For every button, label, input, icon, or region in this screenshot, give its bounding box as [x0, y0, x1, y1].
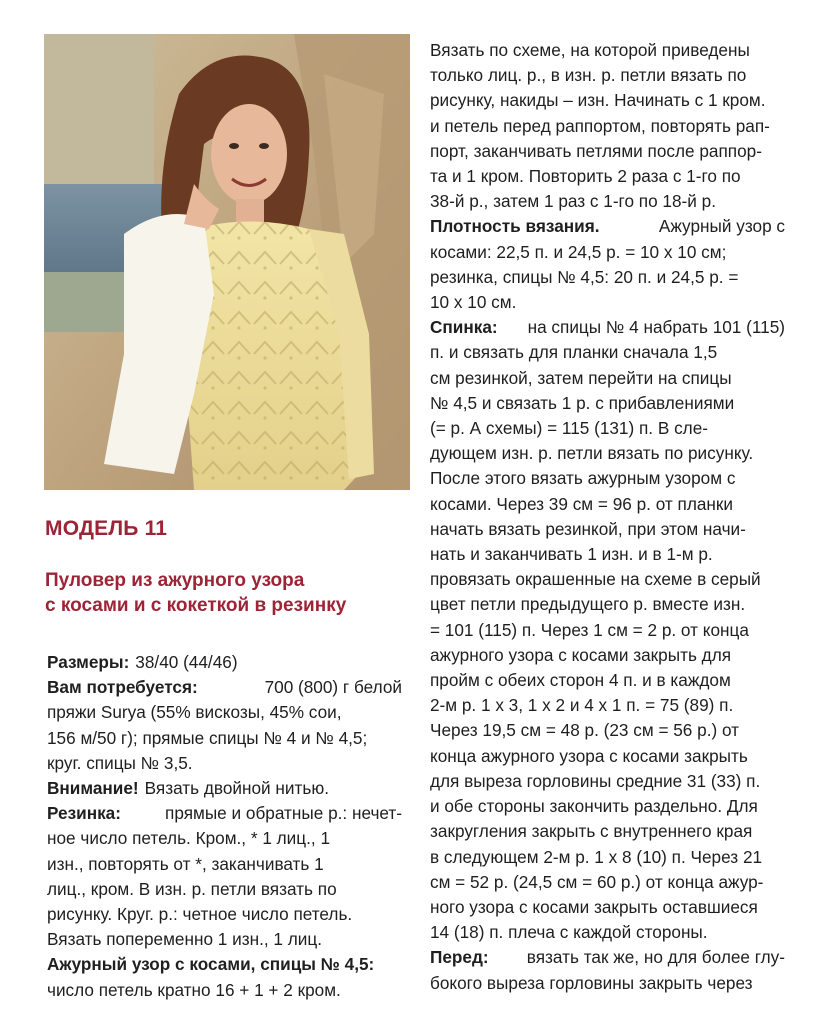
text-body: косами: 22,5 п. и 24,5 р. = 10 х 10 см; — [430, 241, 727, 262]
text-body: 14 (18) п. плеча с каждой стороны. — [430, 922, 708, 943]
text-line — [430, 290, 785, 315]
text-body: и петель перед раппортом, повторять рап- — [430, 115, 770, 136]
text-body: ного узора с косами закрыть оставшиеся — [430, 896, 758, 917]
text-body: прямые и обратные р.: нечет- — [165, 803, 402, 824]
text-line — [430, 945, 785, 970]
text-line — [430, 466, 785, 491]
article-title — [45, 568, 415, 618]
text-lead: Резинка: — [47, 803, 121, 824]
text-line — [430, 895, 785, 920]
text-body: закругления закрыть с внутреннего края — [430, 821, 753, 842]
text-body: 38-й р., затем 1 раз с 1-го по 18-й р. — [430, 191, 716, 212]
text-body: Вязать попеременно 1 изн., 1 лиц. — [47, 929, 322, 950]
text-body: Вязать по схеме, на которой приведены — [430, 40, 750, 60]
text-lead: Ажурный узор с косами, спицы № 4,5: — [47, 954, 375, 975]
text-line — [430, 643, 785, 668]
text-line — [47, 675, 402, 700]
text-line — [47, 902, 402, 927]
text-line — [430, 819, 785, 844]
text-body: та и 1 кром. Повторить 2 раза с 1-го по — [430, 166, 741, 187]
text-line — [430, 920, 785, 945]
text-body: на спицы № 4 набрать 101 (115) — [527, 317, 785, 338]
text-line — [47, 852, 402, 877]
text-line — [47, 726, 402, 751]
text-line — [430, 718, 785, 743]
left-text-column — [47, 650, 402, 1003]
text-line — [47, 826, 402, 851]
text-lead: Размеры: — [47, 652, 130, 672]
text-body: Через 19,5 см = 48 р. (23 см = 56 р.) от — [430, 720, 740, 741]
model-photo — [44, 34, 410, 490]
right-text-column — [430, 38, 785, 996]
text-line — [430, 214, 785, 239]
text-line — [47, 776, 402, 801]
text-line — [430, 189, 785, 214]
text-body: только лиц. р., в изн. р. петли вязать по — [430, 65, 747, 86]
text-body: ное число петель. Кром., * 1 лиц., 1 — [47, 828, 331, 849]
text-line — [430, 315, 785, 340]
text-lead: Перед: — [430, 947, 489, 968]
text-line — [430, 769, 785, 794]
text-line — [47, 650, 402, 675]
text-line — [430, 265, 785, 290]
text-line — [430, 567, 785, 592]
text-body: 700 (800) г белой — [264, 677, 402, 698]
text-body: провязать окрашенные на схеме в серый — [430, 569, 761, 590]
text-body: После этого вязать ажурным узором с — [430, 468, 736, 489]
text-line — [430, 63, 785, 88]
text-body: п. и связать для планки сначала 1,5 — [430, 342, 718, 363]
text-body: пряжи Surya (55% вискозы, 45% сои, — [47, 702, 342, 723]
text-body: = 101 (115) п. Через 1 см = 2 р. от конца — [430, 619, 749, 640]
text-body: и обе стороны закончить раздельно. Для — [430, 796, 758, 817]
model-heading: МОДЕЛЬ 11 — [45, 517, 168, 540]
text-body: пройм с обеих сторон 4 п. и в каждом — [430, 670, 731, 691]
model-photo-illustration — [44, 34, 410, 490]
text-line — [430, 744, 785, 769]
text-line — [430, 114, 785, 139]
text-line — [430, 340, 785, 365]
text-body: 38/40 (44/46) — [135, 652, 238, 672]
text-line — [430, 517, 785, 542]
text-body: ажурного узора с косами закрыть для — [430, 644, 732, 665]
text-body: порт, заканчивать петлями после раппор- — [430, 140, 762, 161]
text-body: рисунку. Круг. р.: четное число петель. — [47, 904, 353, 925]
text-line — [430, 693, 785, 718]
text-body: Вязать двойной нитью. — [144, 778, 330, 799]
text-body: резинка, спицы № 4,5: 20 п. и 24,5 р. = — [430, 266, 739, 287]
article-title-line: с косами и с кокеткой в резинку — [45, 595, 347, 616]
text-line — [430, 542, 785, 567]
text-line — [430, 416, 785, 441]
text-line — [430, 794, 785, 819]
text-line — [430, 870, 785, 895]
text-body: для выреза горловины средние 31 (33) п. — [430, 770, 761, 791]
text-body: косами. Через 39 см = 96 р. от планки — [430, 493, 734, 514]
text-line — [430, 592, 785, 617]
text-body: цвет петли предыдущего р. вместе изн. — [430, 594, 746, 615]
text-line — [47, 801, 402, 826]
text-body: бокого выреза горловины закрыть через — [430, 972, 753, 993]
text-body: 10 х 10 см. — [430, 292, 517, 313]
text-lead: Внимание! — [47, 778, 139, 799]
text-line — [430, 240, 785, 265]
text-line — [430, 492, 785, 517]
article-title-line: Пуловер из ажурного узора — [45, 570, 305, 591]
text-line — [47, 751, 402, 776]
text-body: круг. спицы № 3,5. — [47, 752, 193, 773]
text-line — [430, 845, 785, 870]
text-body: (= р. А схемы) = 115 (131) п. В сле- — [430, 418, 708, 439]
text-line — [47, 952, 402, 977]
text-line — [47, 978, 402, 1003]
text-body: 156 м/50 г); прямые спицы № 4 и № 4,5; — [47, 727, 368, 748]
text-line — [47, 700, 402, 725]
text-line — [430, 38, 785, 63]
text-body: лиц., кром. В изн. р. петли вязать по — [47, 878, 337, 899]
text-body: дующем изн. р. петли вязать по рисунку. — [430, 443, 754, 464]
text-lead: Спинка: — [430, 317, 498, 338]
text-line — [430, 88, 785, 113]
text-lead: Вам потребуется: — [47, 677, 198, 698]
text-body: начать вязать резинкой, при этом начи- — [430, 518, 746, 539]
text-line — [430, 164, 785, 189]
text-line — [47, 927, 402, 952]
text-body: № 4,5 и связать 1 р. с прибавлениями — [430, 392, 735, 413]
text-lead: Плотность вязания. — [430, 216, 600, 237]
text-body: 2-м р. 1 х 3, 1 х 2 и 4 х 1 п. = 75 (89) п. — [430, 695, 734, 716]
text-body: Ажурный узор с — [658, 216, 785, 237]
text-line — [430, 391, 785, 416]
text-body: см резинкой, затем перейти на спицы — [430, 367, 732, 388]
text-line — [47, 877, 402, 902]
text-line — [430, 668, 785, 693]
text-line — [430, 139, 785, 164]
text-body: конца ажурного узора с косами закрыть — [430, 745, 748, 766]
text-body: число петель кратно 16 + 1 + 2 кром. — [47, 979, 341, 1000]
text-body: нать и заканчивать 1 изн. и в 1-м р. — [430, 544, 713, 565]
text-body: изн., повторять от *, заканчивать 1 — [47, 853, 324, 874]
text-line — [430, 971, 785, 996]
text-body: в следующем 2-м р. 1 х 8 (10) п. Через 21 — [430, 846, 763, 867]
text-body: вязать так же, но для более глу- — [526, 947, 785, 968]
text-line — [430, 366, 785, 391]
text-body: см = 52 р. (24,5 см = 60 р.) от конца ажур- — [430, 871, 764, 892]
text-line — [430, 441, 785, 466]
text-line — [430, 618, 785, 643]
text-body: рисунку, накиды – изн. Начинать с 1 кром. — [430, 90, 766, 111]
